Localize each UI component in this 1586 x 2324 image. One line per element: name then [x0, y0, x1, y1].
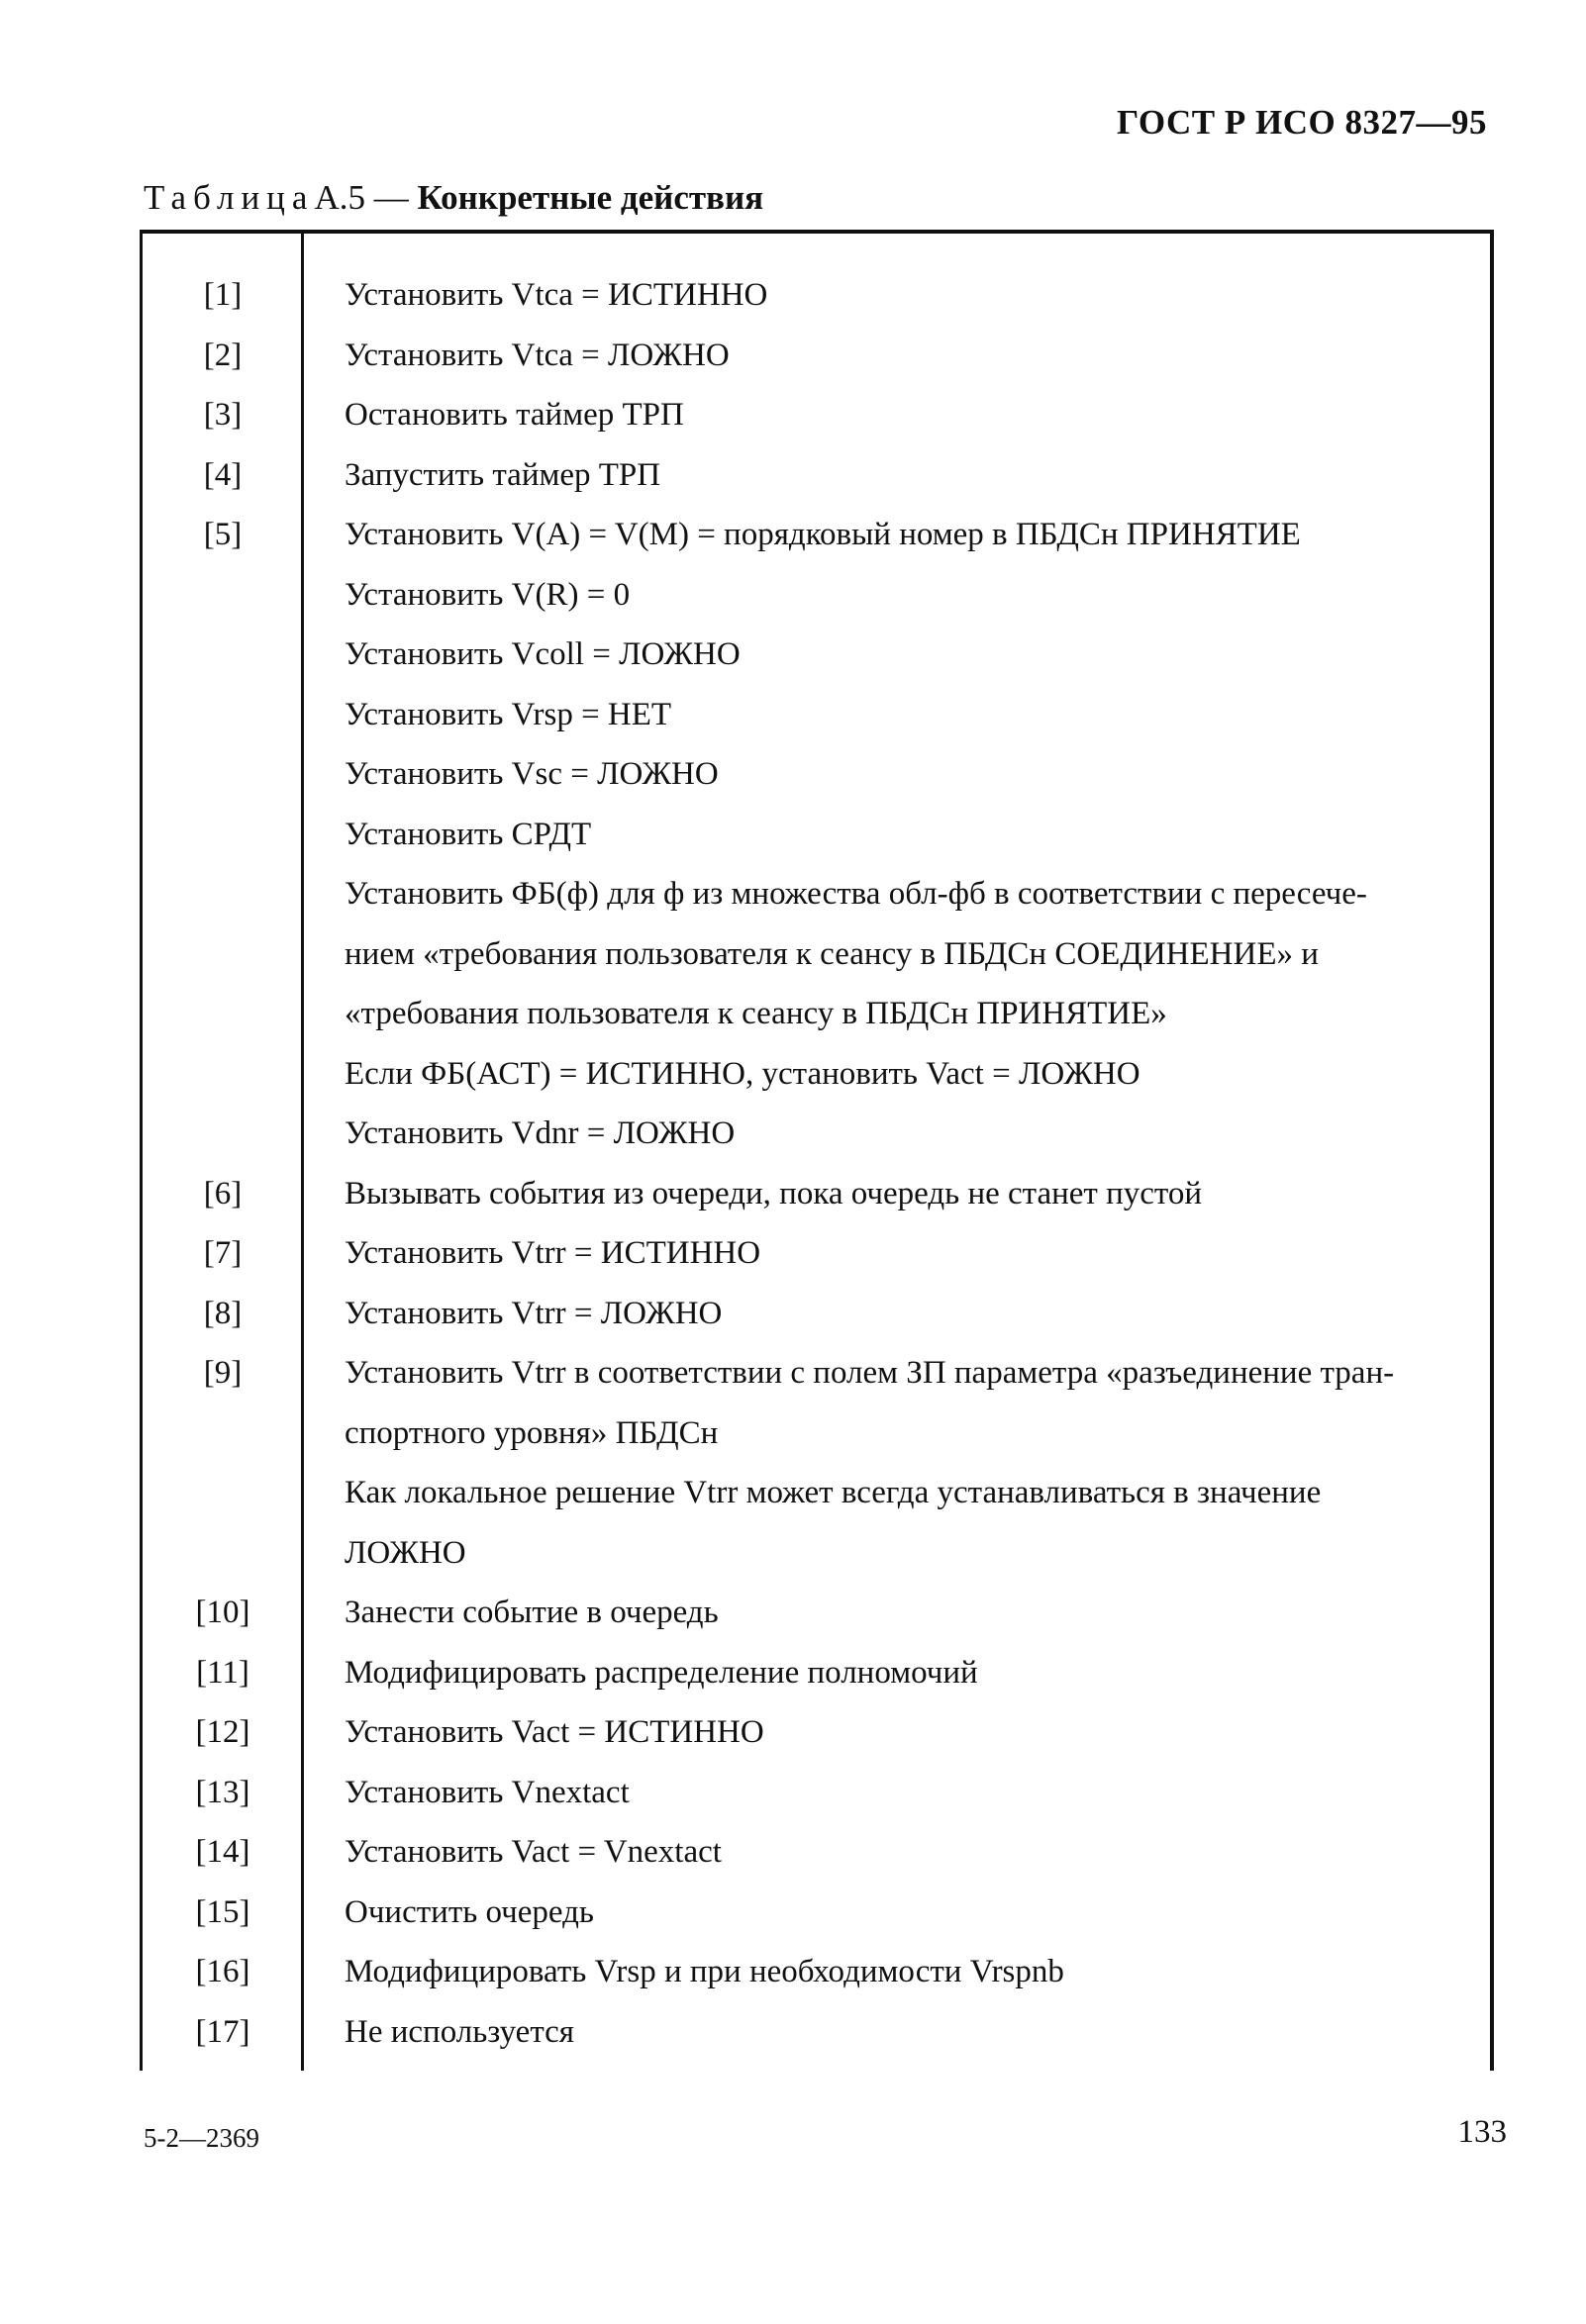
action-number: [2]	[203, 337, 243, 373]
table-row	[0, 1827, 1586, 1888]
action-text: Установить Vtca = ЛОЖНО	[345, 337, 730, 373]
table-row	[0, 570, 1586, 630]
print-code: 5-2—2369	[144, 2123, 259, 2153]
action-text: спортного уровня» ПБДСн	[345, 1414, 719, 1451]
action-number: [5]	[203, 517, 243, 552]
action-text: Установить Vact = Vnextact	[345, 1834, 722, 1870]
action-text: Очистить очередь	[345, 1893, 594, 1930]
action-text: Запустить таймер ТРП	[345, 456, 661, 493]
action-text: Установить Vrsp = НЕТ	[345, 696, 672, 732]
table-row	[0, 390, 1586, 450]
table-row	[0, 869, 1586, 929]
action-text: Модифицировать распределение полномочий	[345, 1654, 978, 1691]
table-row	[0, 749, 1586, 810]
table-row	[0, 1109, 1586, 1169]
action-number: [13]	[195, 1774, 250, 1810]
action-text: Вызывать события из очереди, пока очередь не станет пустой	[345, 1175, 1203, 1211]
action-text: ЛОЖНО	[345, 1534, 466, 1571]
action-text: Установить ФБ(ф) для ф из множества обл-фб в соответствии с пересече-	[345, 876, 1367, 912]
table-row	[0, 1528, 1586, 1589]
standard-header: ГОСТ Р ИСО 8327—95	[1116, 103, 1487, 142]
action-text: нием «требования пользователя к сеансу в ПБДСн СОЕДИНЕНИЕ» и	[345, 935, 1319, 972]
action-text: Установить Vtca = ИСТИННО	[345, 277, 768, 313]
table-row	[0, 629, 1586, 690]
action-number: [3]	[203, 397, 243, 433]
action-text: Установить V(A) = V(M) = порядковый номер в ПБДСн ПРИНЯТИЕ	[345, 517, 1301, 552]
table-row	[0, 1768, 1586, 1828]
action-number: [4]	[203, 456, 243, 493]
table-row	[0, 810, 1586, 870]
action-text: Как локальное решение Vtrr может всегда устанавливаться в значение	[345, 1475, 1322, 1510]
page-number: 133	[1457, 2114, 1507, 2150]
action-text: «требования пользователя к сеансу в ПБДСн ПРИНЯТИЕ»	[345, 996, 1167, 1031]
table-top-rule	[140, 230, 1494, 234]
action-number: [7]	[203, 1235, 243, 1271]
action-number: [8]	[203, 1295, 243, 1331]
table-row	[0, 1947, 1586, 2007]
action-text: Установить СРДТ	[345, 816, 592, 852]
table-row	[0, 690, 1586, 750]
table-row	[0, 450, 1586, 511]
table-row	[0, 1888, 1586, 1948]
action-text: Не используется	[345, 2013, 574, 2050]
action-text: Модифицировать Vrsp и при необходимости Vrspnb	[345, 1954, 1064, 1989]
table-row	[0, 1707, 1586, 1768]
action-text: Если ФБ(АСТ) = ИСТИННО, установить Vact = ЛОЖНО	[345, 1055, 1140, 1092]
action-number: [6]	[203, 1175, 243, 1211]
action-text: Установить Vtrr = ЛОЖНО	[345, 1295, 723, 1331]
table-row	[0, 989, 1586, 1049]
table-row	[0, 331, 1586, 391]
table-row	[0, 2007, 1586, 2068]
action-number: [15]	[195, 1893, 250, 1930]
action-text: Установить V(R) = 0	[345, 576, 631, 613]
action-number: [12]	[195, 1714, 250, 1750]
action-text: Остановить таймер ТРП	[345, 397, 684, 433]
table-caption	[144, 178, 763, 218]
action-text: Установить Vcoll = ЛОЖНО	[345, 636, 741, 672]
action-text: Установить Vact = ИСТИННО	[345, 1714, 764, 1750]
table-caption-number: А.5 —	[314, 178, 409, 217]
table-row	[0, 929, 1586, 990]
table-row	[0, 1468, 1586, 1528]
action-text: Установить Vnextact	[345, 1774, 630, 1810]
actions-table	[0, 270, 1586, 2067]
action-number: [16]	[195, 1954, 250, 1989]
action-text: Установить Vdnr = ЛОЖНО	[345, 1115, 736, 1151]
table-row	[0, 1169, 1586, 1229]
table-caption-prefix: Таблица	[144, 178, 315, 217]
action-number: [9]	[203, 1355, 243, 1391]
table-row	[0, 1588, 1586, 1648]
action-text: Установить Vtrr в соответствии с полем ЗП параметра «разъединение тран-	[345, 1355, 1395, 1391]
action-number: [14]	[195, 1834, 250, 1870]
table-row	[0, 510, 1586, 570]
action-number: [17]	[195, 2013, 250, 2050]
table-row	[0, 270, 1586, 331]
table-caption-title: Конкретные действия	[417, 178, 764, 217]
action-text: Установить Vtrr = ИСТИННО	[345, 1235, 761, 1271]
table-row	[0, 1408, 1586, 1469]
table-row	[0, 1648, 1586, 1708]
action-text: Занести событие в очередь	[345, 1595, 719, 1630]
table-row	[0, 1289, 1586, 1349]
table-row	[0, 1228, 1586, 1289]
table-row	[0, 1049, 1586, 1110]
action-number: [11]	[196, 1654, 249, 1691]
action-text: Установить Vsc = ЛОЖНО	[345, 756, 719, 792]
table-row	[0, 1348, 1586, 1408]
action-number: [10]	[195, 1595, 250, 1630]
action-number: [1]	[203, 277, 243, 313]
